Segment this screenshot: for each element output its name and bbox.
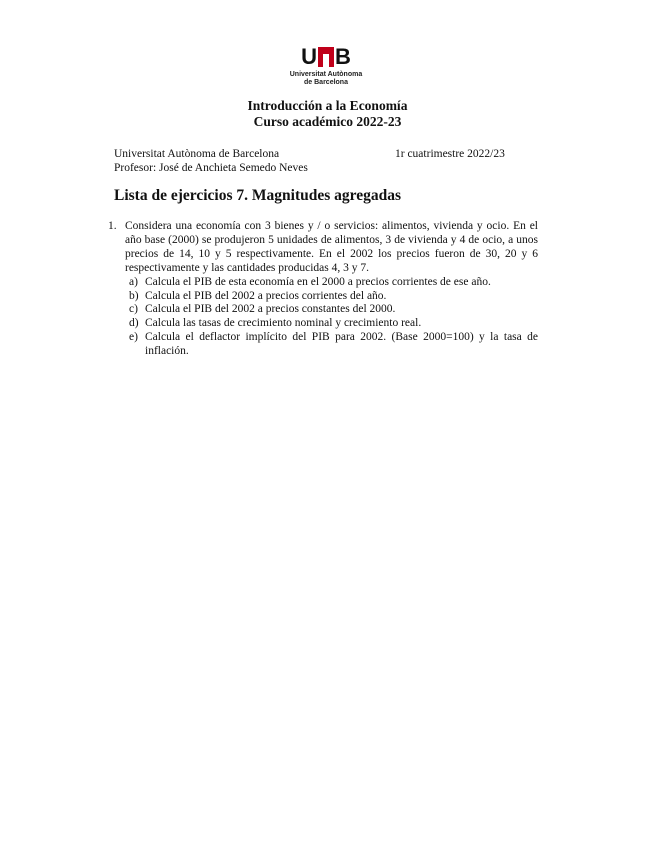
subquestion-text: Calcula el PIB de esta economía en el 2000 a precios corrientes de ese año. bbox=[145, 275, 491, 288]
subquestion-letter: d) bbox=[129, 317, 139, 330]
logo-subtitle bbox=[282, 71, 370, 87]
logo-red-a-icon bbox=[318, 47, 334, 67]
subquestion-text: Calcula el PIB del 2002 a precios constantes del 2000. bbox=[145, 303, 396, 316]
subquestion-text: Calcula el PIB del 2002 a precios corrientes del año. bbox=[145, 289, 387, 302]
subquestion-e bbox=[125, 331, 538, 359]
subquestion-d bbox=[125, 317, 538, 331]
subquestion-letter: e) bbox=[129, 331, 138, 344]
exercise-1 bbox=[108, 220, 538, 359]
course-title: Introducción a la Economía bbox=[247, 98, 408, 113]
logo-subtitle-line1: Universitat Autònoma bbox=[289, 71, 363, 78]
exercise-subquestions bbox=[125, 276, 538, 359]
subquestion-letter: a) bbox=[129, 275, 138, 288]
subquestion-text: Calcula el deflactor implícito del PIB para 2002. (Base 2000=100) y la tasa de inflación. bbox=[145, 331, 538, 358]
uab-logo bbox=[282, 46, 370, 87]
exercise-statement: Considera una economía con 3 bienes y / o servicios: alimentos, vivienda y ocio. En el año base (2000) se produjeron 5 unidades de alimentos, 3 de vivienda y 4 de ocio, a unos precios de 14, 10 y 5 respectivamente. En el 2002 los precios fueron de 30, 20 y 6 respectivamente y las cantidades producidas 4, 3 y 7. bbox=[125, 220, 538, 274]
term-label: 1r cuatrimestre 2022/23 bbox=[395, 148, 505, 160]
subquestion-c bbox=[125, 303, 538, 317]
subquestion-letter: c) bbox=[129, 303, 138, 316]
logo-letter-b: B bbox=[335, 44, 351, 69]
section-heading: Lista de ejercicios 7. Magnitudes agregadas bbox=[114, 187, 402, 204]
course-year: Curso académico 2022-23 bbox=[253, 114, 402, 129]
subquestion-letter: b) bbox=[129, 289, 139, 302]
university-name: Universitat Autònoma de Barcelona bbox=[114, 148, 280, 160]
logo-mark bbox=[282, 46, 370, 68]
professor-name: Profesor: José de Anchieta Semedo Neves bbox=[114, 162, 308, 174]
logo-subtitle-line2: de Barcelona bbox=[304, 79, 348, 86]
subquestion-b bbox=[125, 290, 538, 304]
logo-letter-u: U bbox=[301, 44, 317, 69]
subquestion-text: Calcula las tasas de crecimiento nominal y crecimiento real. bbox=[145, 317, 422, 330]
exercise-number: 1. bbox=[108, 220, 117, 232]
subquestion-a bbox=[125, 276, 538, 290]
